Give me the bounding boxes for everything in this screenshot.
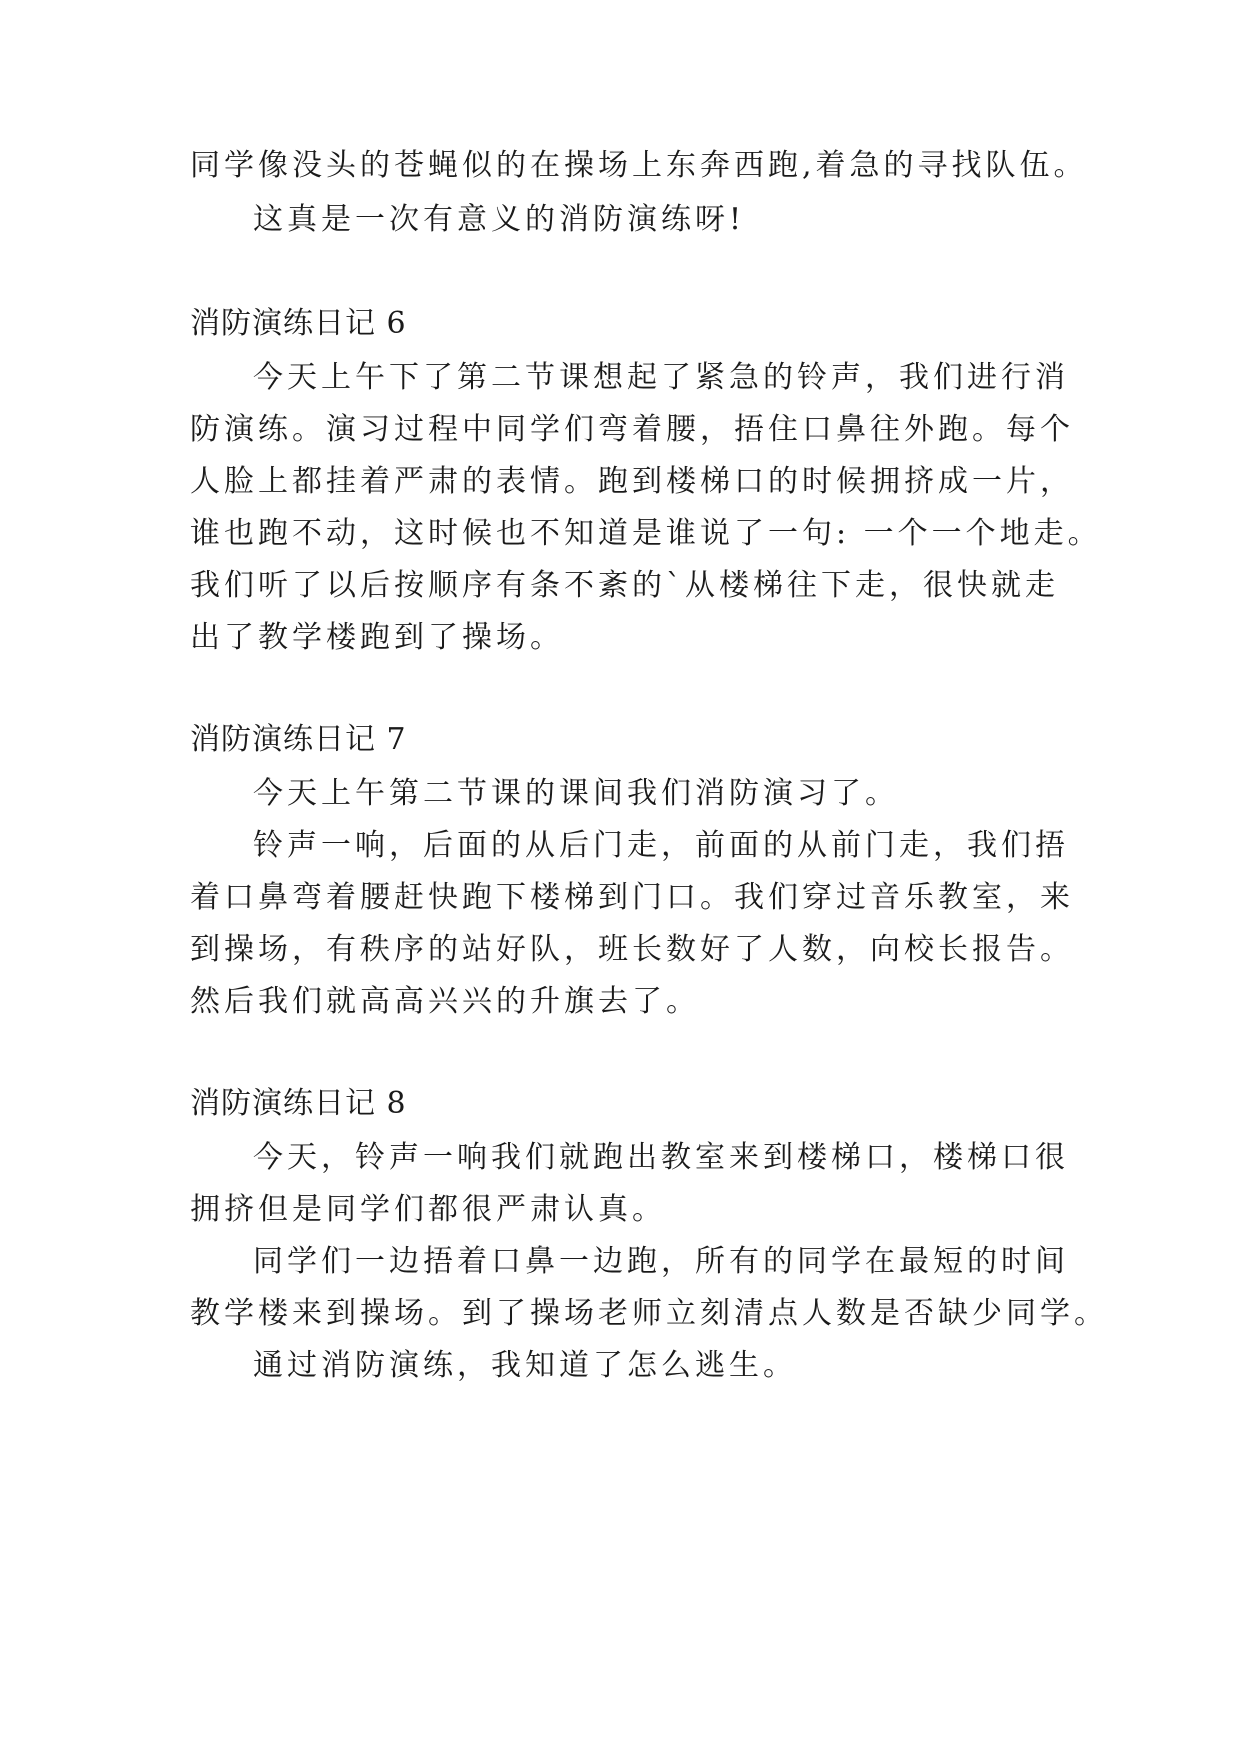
entry7-line: 然后我们就高高兴兴的升旗去了。	[190, 984, 700, 1019]
entry6-heading: 消防演练日记 6	[190, 306, 407, 341]
entry6-line: 防演练。演习过程中同学们弯着腰，捂住口鼻往外跑。每个	[190, 412, 1074, 447]
entry8-line: 今天，铃声一响我们就跑出教室来到楼梯口，楼梯口很	[253, 1140, 1069, 1175]
entry8-line: 同学们一边捂着口鼻一边跑，所有的同学在最短的时间	[253, 1244, 1069, 1279]
entry6-line: 出了教学楼跑到了操场。	[190, 620, 564, 655]
entry8-line: 拥挤但是同学们都很严肃认真。	[190, 1192, 666, 1227]
intro-closing-line: 这真是一次有意义的消防演练呀!	[253, 202, 746, 237]
entry7-paragraph-1: 今天上午第二节课的课间我们消防演习了。	[253, 776, 899, 811]
entry8-line: 教学楼来到操场。到了操场老师立刻清点人数是否缺少同学。	[190, 1296, 1108, 1331]
entry6-line: 我们听了以后按顺序有条不紊的`从楼梯往下走，很快就走	[190, 568, 1059, 603]
entry8-heading: 消防演练日记 8	[190, 1086, 407, 1121]
entry7-line: 着口鼻弯着腰赶快跑下楼梯到门口。我们穿过音乐教室，来	[190, 880, 1074, 915]
entry7-heading: 消防演练日记 7	[190, 722, 407, 757]
entry6-line: 今天上午下了第二节课想起了紧急的铃声，我们进行消	[253, 360, 1069, 395]
entry8-closing-line: 通过消防演练，我知道了怎么逃生。	[253, 1348, 797, 1383]
entry7-line: 到操场，有秩序的站好队，班长数好了人数，向校长报告。	[190, 932, 1074, 967]
entry7-line: 铃声一响，后面的从后门走，前面的从前门走，我们捂	[253, 828, 1069, 863]
intro-continuation-line: 同学像没头的苍蝇似的在操场上东奔西跑,着急的寻找队伍。	[190, 148, 1088, 183]
entry6-line: 谁也跑不动，这时候也不知道是谁说了一句: 一个一个地走。	[190, 516, 1102, 551]
entry6-line: 人脸上都挂着严肃的表情。跑到楼梯口的时候拥挤成一片，	[190, 464, 1074, 499]
